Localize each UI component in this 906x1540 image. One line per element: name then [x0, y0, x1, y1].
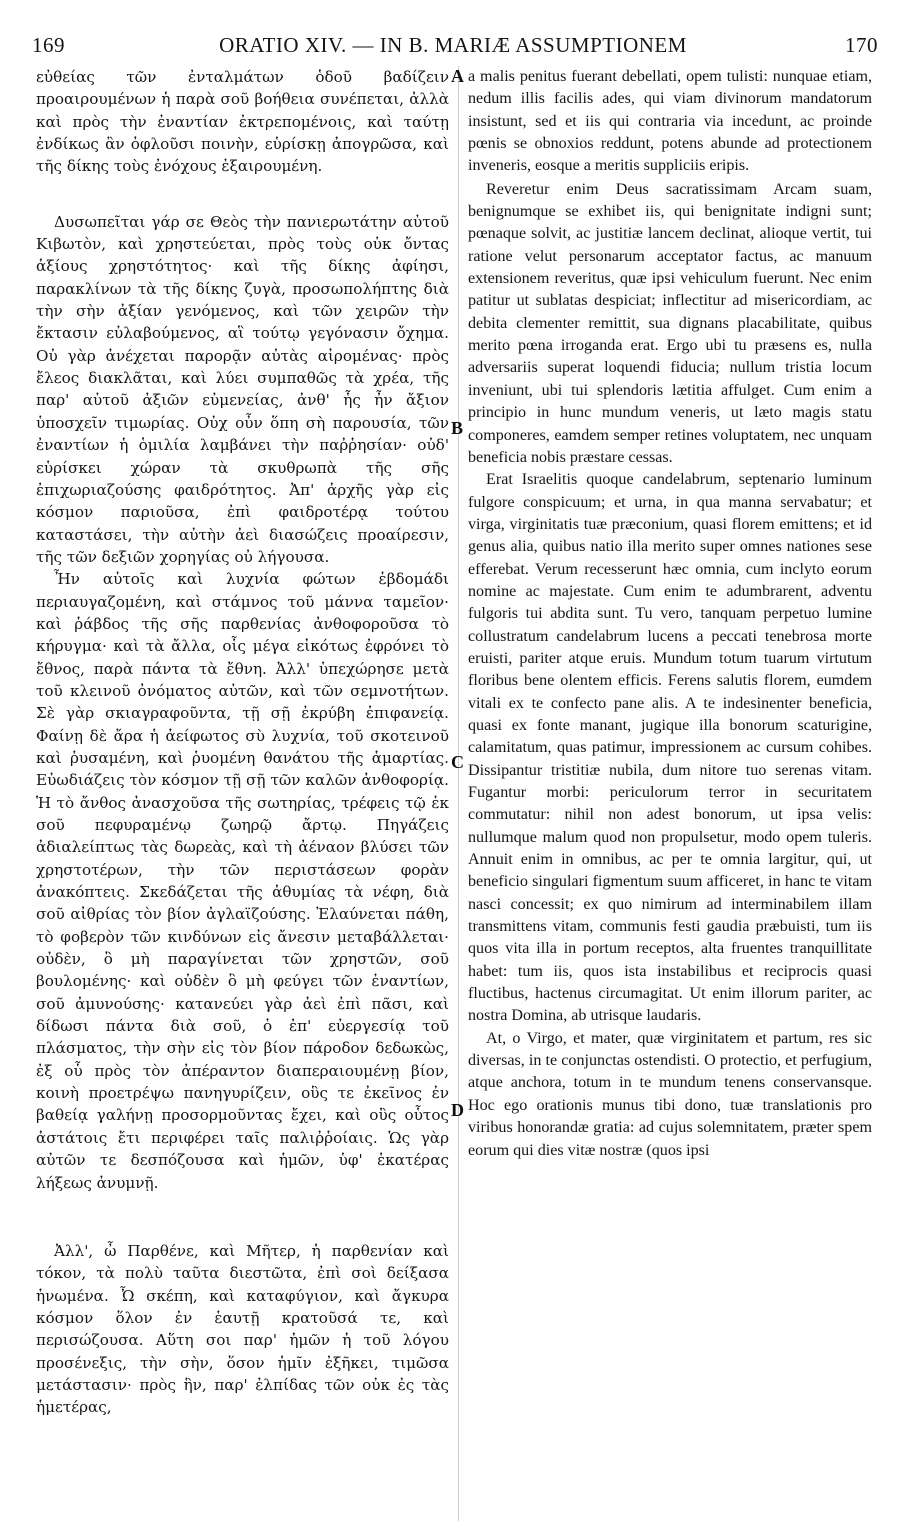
section-marker-a: A: [451, 66, 464, 86]
latin-paragraph-3: Erat Israelitis quoque candelabrum, septenario luminum fulgore conspicuum; et urna, in qua manna servabatur; et virga, virginitatis tuæ præconium, quasi florem emittens; et id genus alia, quibus natio illa merito super omnes nationes sese efferebat. Verum recesserunt hæc omnia, cum inclyto eorum nomine ac majestate. Cum enim te adumbrarent, adventu fulgoris tui abdita sunt. Tu vero, tanquam perpetuo lumine collustratum candelabrum lucens a peccati tenebrosa morte eruisti, pariter atque eruis. Mundum totum tuarum virtutum floribus bene olentem efficis. Ferens salutis florem, eumdem vitali ex te confecto pane alis. A te indesinenter beneficia, quasi ex fonte manant, jugique illa bonorum scaturigine, calamitatum, quas patimur, impressionem ac cursum cohibes. Dissipantur tristitiæ nubila, dum nitore tuo serenas vitam. Fugantur morbi: periculorum terror in securitatem commutatur: nihil non adest bonorum, ut ipsa velis: nullumque malum quod non propulsetur, modo opem tuleris. Annuit enim in omnibus, ac per te omnia largitur, qui, ut beneficio singulari figmentum suum afficeret, in hanc te vitam nasci concessit; ex quo nimirum ad interminabilem illam transmittens vitam, communis festi gaudia præbuisti, tum iis quos vita illa in portum receptos, alta fruentes tranquillitate habet: tum iis, quos ista instabilibus et reciprocis quasi fluctibus, hactenus circumagitat. Ut enim illorum pariter, ac nostra Domina, ab utrisque laudaris.: [468, 471, 872, 1025]
greek-paragraph-3: Ἦν αὐτοῖς καὶ λυχνία φώτων ἑβδομάδι περιαυγαζομένη, καὶ στάμνος τοῦ μάννα ταμεῖον· καὶ ῥάβδος τῆς σῆς παρθενίας ἀνθοφοροῦσα τὸ κήρυγμα· καὶ τὰ ἄλλα, οἷς μέγα εἰκότως ἐφρόνει τὸ ἔθνος, παρὰ πάντα τὰ ἔθνη. Ἀλλ' ὑπεχώρησε μετὰ τοῦ κλεινοῦ ὀνόματος αὐτῶν, καὶ τῶν σεμνοτήτων. Σὲ γὰρ σκιαγραφοῦντα, τῇ σῇ ἐκρύβη ἐπιφανείᾳ. Φαίνῃ δὲ ἄρα ἡ ἀείφωτος σὺ λυχνία, τοῦ σκοτεινοῦ καὶ ῥυσαμένη, καὶ ῥυομένη θανάτου τῆς ἁμαρτίας. Εὐωδιάζεις τὸν κόσμον τῇ σῇ τῶν καλῶν ἀνθοφορίᾳ. Ἡ τὸ ἄνθος ἀνασχοῦσα τῆς σωτηρίας, τρέφεις τῷ ἐκ σοῦ πεφυραμένῳ ζωηρῷ ἄρτῳ. Πηγάζεις ἀδιαλείπτως τὰς δωρεὰς, καὶ τὴ ἀέναον βλύσει τῶν χρηστοτέρων, τὴν τῶν περιστάσεων φορὰν ἀνακόπτεις. Σκεδάζεται τῆς ἀθυμίας τὰ νέφη, διὰ σοῦ αἰθρίας τὸν βίον ἀγλαϊζούσης. Ἐλαύνεται πάθη, τὸ φοβερὸν τῶν κινδύνων εἰς ἄνεσιν μεταβάλλεται· οὐδὲν, ὃ μὴ παραγίνεται τῶν χρηστῶν, σοῦ βουλομένης· καὶ οὐδὲν ὃ μὴ φεύγει τῶν ἐναντίων, σοῦ ἀμυνούσης· κατανεύει γὰρ ἀεὶ ἐπὶ πᾶσι, καὶ δίδωσι πάντα διὰ σοῦ, ὁ ἐπ' εὐεργεσίᾳ τοῦ πλάσματος, τὴν σὴν εἰς τὸν βίον πάροδον δεδωκὼς, ἐξ οὗ πρὸς τὸν ἀπέραντον διαπεραιουμένῃ βίον, κοινὴ προετρέψω πανηγυρίζειν, οὓς τε ἐκεῖνος ἐν βαθείᾳ γαλήνῃ προσορμοῦντας ἔχει, καὶ οὓς οὗτος ἀστάτοις ἔτι περιφέρει ταῖς παλιῤῥοίαις. Ὡς γὰρ αὐτῶν τε δεσπόζουσα καὶ ἡμῶν, ὑφ' ἑκατέρας λήξεως ἀνυμνῇ.: [36, 570, 449, 1192]
latin-paragraph-2: Reveretur enim Deus sacratissimam Arcam suam, benignumque se exhibet iis, qui benignitate indigni sunt; pœnaque solvit, ac justitiæ lancem declinat, alioque vertit, tui ratione velut personarum acceptator factus, ac manuum extensionem reveritus, quæ ipsi vehiculum fuerunt. Nec enim patitur ut sublatas despiciat; inflectitur ad misericordiam, ac debita clementer remittit, sua dignans placabilitate, quibus merito pœna irroganda erat. Ergo ubi tu præsens es, nulla adversariis superat loquendi fiducia; nullum tristia locum inveniunt, ubi tui splendoris lætitia affulget. Cum enim a principio in hunc mundum veneris, ut læto magis statu componeres, eamdem semper retines voluptatem, nec unquam beneficia nobis præstare cessas.: [468, 180, 872, 466]
section-marker-b: B: [451, 418, 464, 438]
latin-column: [468, 66, 872, 1526]
page-number-right: 170: [845, 33, 878, 57]
page-header: [28, 33, 878, 61]
greek-paragraph-1: εὐθείας τῶν ἐνταλμάτων ὁδοῦ βαδίζειν προαιρουμένων ἡ παρὰ σοῦ βοήθεια συνέπεται, ἀλλὰ καὶ πρὸς τὴν ἐναντίαν ἐκτρεπομένοις, καὶ ταύτῃ ἐνδίκως ἂν ὀφλοῦσι ποινὴν, εὑρίσκῃ ἀπογρῶσα, καὶ τῆς δίκης τοὺς ἐνόχους ἐξαιρουμένη.: [36, 68, 449, 176]
latin-paragraph-1: a malis penitus fuerant debellati, opem tulisti: nunquae etiam, nedum illis facilis ades, qui viam divinorum mandatorum insistunt, sed et iis qui contraria via incedunt, ac proinde pœnis se obnoxios reddunt, potens abunde ad protectionem inveneris, eosque a meritis suppliciis eripis.: [468, 68, 872, 175]
page-number-left: 169: [32, 33, 65, 57]
greek-paragraph-2: Δυσωπεῖται γάρ σε Θεὸς τὴν πανιερωτάτην αὐτοῦ Κιβωτὸν, καὶ χρηστεύεται, πρὸς τοὺς οὐκ ὄντας ἀξίους χρηστότητος· καὶ τῆς δίκης ἀφίησι, παρακλίνων τὰ τῆς δίκης ζυγὰ, προσωπολήπτης διὰ τὴν σὴν ἀξίαν γενόμενος, καὶ τῶν χειρῶν τὴν ἔκτασιν εὐλαβούμενος, αἳ τούτῳ γεγόνασιν ὄχημα. Οὐ γὰρ ἀνέχεται παρορᾷν αὐτὰς αἰρομένας· πρὸς ἔλεος διακλᾶται, καὶ λύει συμπαθῶς τὰ χρέα, τῆς παρ' αὐτοῦ ἀξιῶν εὐμενείας, ἀνθ' ἧς ἦν ἄξιον ὑποσχεῖν τιμωρίας. Οὐχ οὖν ὅπη σὴ παρουσία, τῶν ἐναντίων ἡ ὁμιλία λαμβάνει τὴν παῤῥησίαν· οὐδ' εὑρίσκει χώραν τὰ σκυθρωπὰ τῆς σῆς ἐπιχωριαζούσης φαιδρότητος. Ἀπ' ἀρχῆς γὰρ εἰς κόσμον παριοῦσα, ἐπὶ φαιδροτέρᾳ τούτου καταστάσει, τὴν αὐτὴν ἀεὶ διασώζεις προαίρεσιν, τῆς τῶν δεξιῶν χορηγίας οὐ λήγουσα.: [36, 212, 449, 566]
section-marker-d: D: [451, 1100, 464, 1120]
latin-paragraph-4: At, o Virgo, et mater, quæ virginitatem et partum, res sic diversas, in te conjunctas ostendisti. O protectio, et perfugium, atque anchora, totum in te mundum tenens conservansque. Hoc ego orationis munus tibi dono, tuæ translationis pro viribus honorandæ gratia: ad cujus solemnitatem, præter spem eorum qui dies vitæ nostræ (quos ipsi: [468, 1029, 872, 1159]
running-title: ORATIO XIV. — IN B. MARIÆ ASSUMPTIONEM: [219, 33, 687, 57]
section-marker-c: C: [451, 752, 464, 772]
greek-paragraph-4: Ἀλλ', ὦ Παρθένε, καὶ Μῆτερ, ἡ παρθενίαν καὶ τόκον, τὰ πολὺ ταῦτα διεστῶτα, ἐπὶ σοὶ δείξασα ἡνωμένα. Ὦ σκέπη, καὶ καταφύγιον, καὶ ἄγκυρα κόσμον ὅλον ἐν ἑαυτῇ κρατοῦσά τε, καὶ περισώζουσα. Αὕτη σοι παρ' ἡμῶν ἡ τοῦ λόγου προσένεξις, τὴν σὴν, ὅσον ἡμῖν ἐξῆκει, τιμῶσα μετάστασιν· πρὸς ἣν, παρ' ἐλπίδας τῶν οὐκ ἐς τὰς ἡμετέρας,: [36, 1241, 449, 1417]
greek-column: [36, 66, 449, 1526]
column-divider: [458, 66, 459, 1521]
